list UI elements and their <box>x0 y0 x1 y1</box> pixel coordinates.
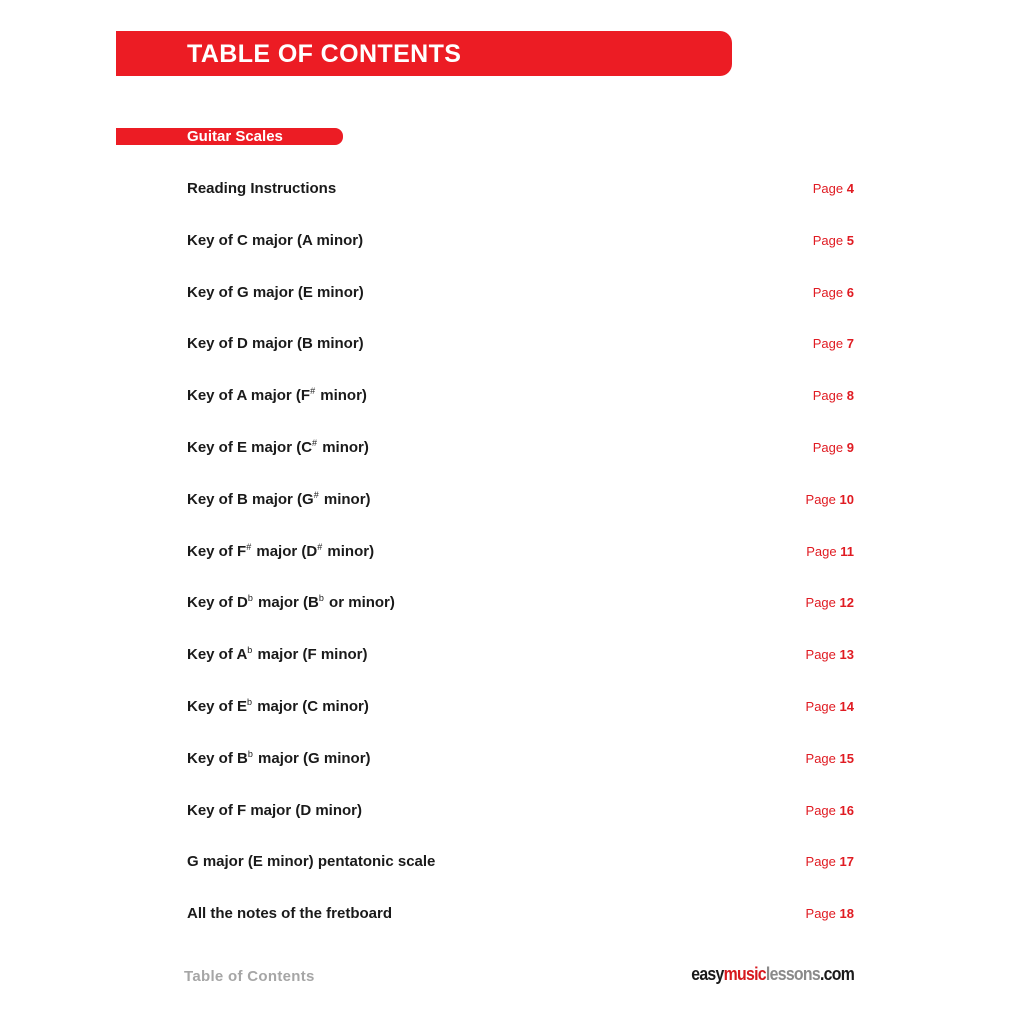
page-prefix: Page <box>805 491 836 507</box>
toc-entry-page[interactable] <box>806 689 854 725</box>
toc-entry-title <box>187 689 369 726</box>
page-number: 10 <box>839 491 854 507</box>
toc-entry-title-text: Key of G major (E minor) <box>187 283 364 301</box>
page-number: 11 <box>840 543 854 559</box>
toc-entry-title-text: Key of D major (B minor) <box>187 335 364 353</box>
footer-label: Table of Contents <box>184 968 315 985</box>
page-number: 14 <box>839 698 854 714</box>
page-prefix: Page <box>805 750 836 766</box>
toc-entry-title-text: Key of E major (C <box>187 438 313 456</box>
toc-entry-title-text: Key of A <box>187 646 248 664</box>
toc-entry-title-text: minor) <box>323 542 375 560</box>
toc-entry-title <box>187 637 367 674</box>
page-number: 8 <box>846 388 854 404</box>
flat-sign: b <box>247 748 253 759</box>
toc-entry[interactable] <box>187 637 854 689</box>
toc-entry-page[interactable] <box>806 844 854 880</box>
flat-sign: b <box>247 696 253 707</box>
page-number: 6 <box>846 284 854 300</box>
page-prefix: Page <box>812 284 844 300</box>
toc-entry-title-text: Key of F major (D minor) <box>187 801 363 819</box>
page-prefix: Page <box>812 439 844 455</box>
toc-entry-title <box>187 223 363 259</box>
toc-entry-title <box>187 896 392 932</box>
page-prefix: Page <box>805 647 836 663</box>
page-prefix: Page <box>805 854 836 870</box>
toc-entry-title <box>187 482 371 519</box>
toc-entry-title-text: or minor) <box>324 594 395 612</box>
toc-entry-title-text: Reading Instructions <box>187 180 337 197</box>
toc-entry-page[interactable] <box>806 741 854 777</box>
page-prefix: Page <box>805 595 836 611</box>
toc-entry-title-text: All the notes of the fretboard <box>187 905 393 923</box>
toc-entry-page[interactable] <box>806 585 854 621</box>
toc-entry-page[interactable] <box>806 793 854 829</box>
page-prefix: Page <box>812 232 844 248</box>
page-prefix: Page <box>805 802 836 818</box>
toc-entry-page[interactable] <box>813 223 854 259</box>
toc-entry-title <box>187 430 369 467</box>
sharp-sign: # <box>312 437 318 448</box>
sharp-sign: # <box>317 541 323 552</box>
toc-entry[interactable] <box>187 844 854 896</box>
section-banner <box>116 128 343 145</box>
toc-entry-title-text: Key of E <box>187 697 248 715</box>
toc-entry-title <box>187 275 364 311</box>
toc-entry[interactable] <box>187 741 854 793</box>
toc-entry[interactable] <box>187 689 854 741</box>
page-number: 13 <box>839 647 854 663</box>
page-number: 12 <box>839 595 854 611</box>
toc-entry[interactable] <box>187 275 854 327</box>
flat-sign: b <box>247 593 253 604</box>
toc-entry-title-text: Key of B <box>187 749 248 767</box>
toc-entry-title <box>187 844 435 880</box>
toc-entry-page[interactable] <box>813 326 854 362</box>
page-prefix: Page <box>812 388 844 404</box>
page-prefix: Page <box>805 698 836 714</box>
toc-entry-title-text: major (C minor) <box>253 697 369 715</box>
page-number: 7 <box>846 336 854 352</box>
toc-entry-title-text: major (D <box>252 542 318 560</box>
toc-entry[interactable] <box>187 534 854 586</box>
toc-entry-title-text: Key of B major (G <box>187 490 314 508</box>
page-number: 4 <box>846 181 854 196</box>
toc-entry-title-text: minor) <box>319 490 371 508</box>
toc-entry-title-text: G major (E minor) pentatonic scale <box>187 853 436 871</box>
toc-entry-page[interactable] <box>813 275 854 311</box>
toc-list <box>187 171 854 948</box>
sharp-sign: # <box>313 489 319 500</box>
page-number: 17 <box>839 854 854 870</box>
page-number: 5 <box>846 232 854 248</box>
toc-entry-page[interactable] <box>806 637 854 673</box>
toc-entry-title <box>187 534 374 571</box>
toc-entry-title-text: major (F minor) <box>253 646 368 664</box>
logo-text-music: music <box>723 964 766 984</box>
toc-entry-title-text: Key of D <box>187 594 248 612</box>
logo-text-lessons: lessons <box>765 964 820 984</box>
logo-text-easy: easy <box>691 964 724 984</box>
toc-entry[interactable] <box>187 793 854 845</box>
page-prefix: Page <box>805 906 836 922</box>
toc-entry-title <box>187 585 395 622</box>
page-number: 15 <box>839 750 854 766</box>
toc-entry-title-text: Key of C major (A minor) <box>187 231 364 249</box>
page-number: 18 <box>839 906 854 922</box>
flat-sign: b <box>318 593 324 604</box>
toc-entry-title-text: Key of F <box>187 542 247 560</box>
page-title: TABLE OF CONTENTS <box>187 40 462 68</box>
page-number: 16 <box>839 802 854 818</box>
page-prefix: Page <box>812 336 844 352</box>
brand-logo <box>691 964 854 985</box>
toc-entry-page[interactable] <box>813 171 854 207</box>
section-title: Guitar Scales <box>187 128 283 145</box>
page-prefix: Page <box>806 543 837 559</box>
toc-entry-title-text: minor) <box>316 387 367 405</box>
sharp-sign: # <box>246 541 252 552</box>
toc-entry-title-text: Key of A major (F <box>187 387 311 405</box>
toc-entry-title <box>187 171 336 207</box>
toc-entry-title <box>187 741 371 778</box>
page-number: 9 <box>846 439 854 455</box>
toc-entry-page[interactable] <box>806 896 854 932</box>
toc-entry-page[interactable] <box>806 482 854 518</box>
toc-entry[interactable] <box>187 326 854 378</box>
toc-entry-title <box>187 378 367 415</box>
logo-text-com: .com <box>819 964 854 984</box>
toc-entry[interactable] <box>187 378 854 430</box>
toc-entry[interactable] <box>187 171 854 223</box>
toc-entry-title <box>187 793 362 829</box>
page-prefix: Page <box>812 181 844 196</box>
toc-entry-title <box>187 326 364 362</box>
toc-entry-page[interactable] <box>806 534 854 570</box>
toc-entry[interactable] <box>187 585 854 637</box>
flat-sign: b <box>247 645 253 656</box>
toc-entry-page[interactable] <box>813 430 854 466</box>
toc-entry[interactable] <box>187 482 854 534</box>
toc-entry[interactable] <box>187 896 854 948</box>
toc-entry[interactable] <box>187 430 854 482</box>
toc-entry-title-text: major (B <box>253 594 319 612</box>
toc-entry-title-text: minor) <box>318 438 369 456</box>
sharp-sign: # <box>310 386 316 397</box>
toc-entry-title-text: major (G minor) <box>253 749 371 767</box>
toc-entry[interactable] <box>187 223 854 275</box>
title-banner <box>116 31 732 76</box>
toc-entry-page[interactable] <box>813 378 854 414</box>
